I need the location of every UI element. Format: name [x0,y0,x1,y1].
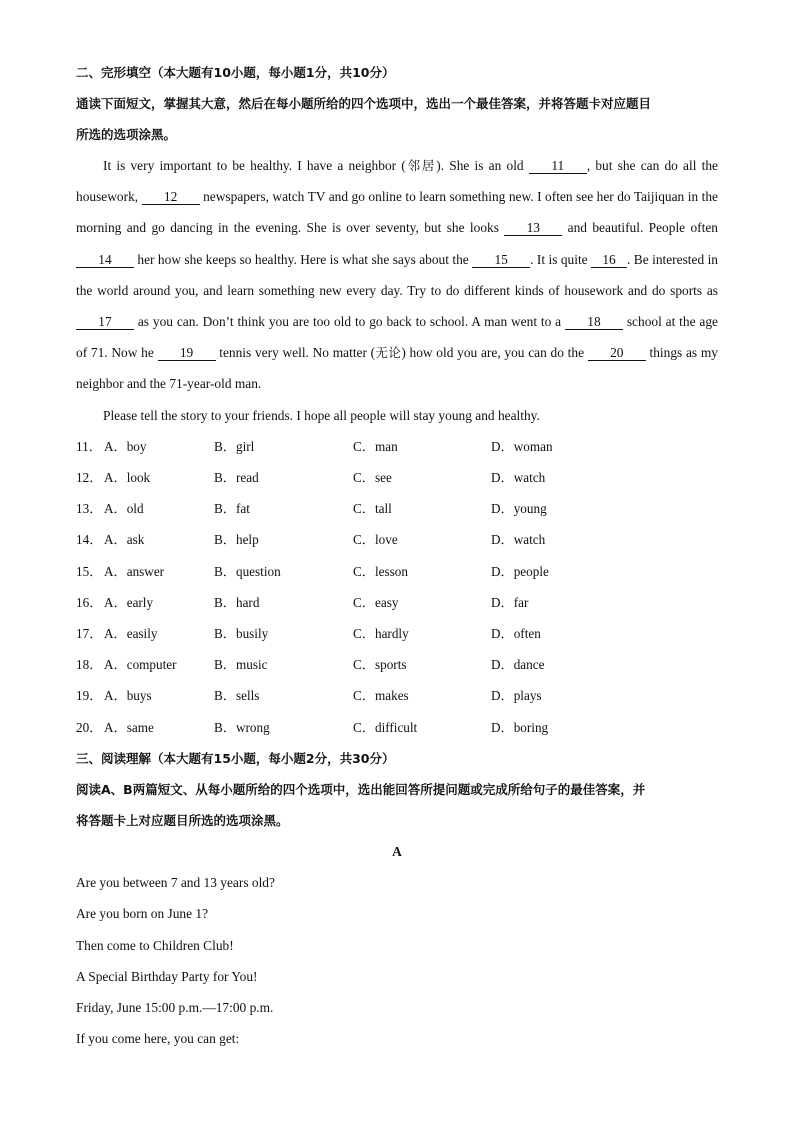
blank-12: 12 [142,189,200,205]
passage-a-line: If you come here, you can get: [76,1031,240,1047]
option-c: C．sports [353,657,407,673]
question-number: 20． [76,719,103,735]
option-d: D．plays [491,688,542,704]
option-b: B．read [214,470,259,486]
question-number: 19． [76,688,103,704]
passage-text: newspapers, watch TV and go online to learn something new. I often see her do Taijiquan in the morning and go dancing in the evening. She is over seventy, but she looks [76,189,718,236]
section2-instruction-line2: 所选的选项涂黑。 [76,127,177,142]
section3-instruction-line2: 将答题卡上对应题目所选的选项涂黑。 [76,812,289,828]
section3-title: 三、阅读理解（本大题有15小题，每小题2分，共30分） [76,750,395,766]
option-a: A．early [104,594,154,610]
option-b: B．fat [214,501,250,517]
option-c: C．easy [353,594,399,610]
option-b: B．help [214,532,259,548]
passage-a-line: Then come to Children Club! [76,937,234,953]
option-c: C．hardly [353,625,409,641]
passage-a-line: Are you born on June 1? [76,906,209,922]
passage-text: , but she can do all the housework, [76,158,718,205]
option-d: D．dance [491,657,545,673]
option-a: A．old [104,501,144,517]
blank-18: 18 [565,314,623,330]
question-row [76,680,718,711]
option-a: A．answer [104,563,165,579]
option-d: D．people [491,563,549,579]
passage-a-line: Friday, June 15:00 p.m.—17:00 p.m. [76,999,274,1015]
option-b: B．sells [214,688,260,704]
option-c: C．man [353,438,398,454]
option-b: B．hard [214,594,260,610]
passage-a-line: A Special Birthday Party for You! [76,968,258,984]
blank-15: 15 [472,252,530,268]
question-row [76,712,718,743]
passage-text: It is very important to be healthy. I have a neighbor ( [103,158,406,173]
option-a: A．easily [104,625,158,641]
question-row [76,556,718,587]
option-c: C．tall [353,501,392,517]
option-b: B．busily [214,625,269,641]
passage-text: and beautiful. People often [562,220,718,236]
option-d: D．woman [491,438,553,454]
passage-a-label: A [392,843,402,859]
question-row [76,493,718,524]
cloze-passage [76,150,718,400]
option-a: A．look [104,470,151,486]
question-number: 14． [76,532,103,548]
passage-text: . Be interested in the world around you, and learn something new every day. Try to do different kinds of housework and do sports as [76,251,718,298]
question-number: 17． [76,625,103,641]
option-b: B．wrong [214,719,270,735]
blank-14: 14 [76,252,134,268]
passage-text: as you can. Don’t think you are too old to go back to school. A man went to a [134,314,565,330]
blank-13: 13 [504,220,562,236]
option-b: B．girl [214,438,255,454]
option-b: B．music [214,657,268,673]
passage-text: school at the age of 71. Now he [76,314,718,361]
passage-text: tennis very well. No matter ( [215,345,376,361]
option-d: D．watch [491,532,546,548]
option-d: D．young [491,501,547,517]
passage-text: ) how old you are, you can do the [401,345,588,361]
question-row [76,587,718,618]
question-number: 11． [76,438,102,454]
option-a: A．boy [104,438,147,454]
option-a: A．ask [104,532,145,548]
question-number: 13． [76,501,103,517]
question-list [76,431,718,743]
option-c: C．love [353,532,398,548]
question-row [76,431,718,462]
option-c: C．makes [353,688,409,704]
option-a: A．computer [104,657,177,673]
passage-text: her how she keeps so healthy. Here is what she says about the [134,251,473,267]
blank-17: 17 [76,314,134,330]
option-d: D．often [491,625,541,641]
passage-a-line: Are you between 7 and 13 years old? [76,875,275,891]
passage-chinese-gloss: 无论 [375,345,402,361]
passage-closing: Please tell the story to your friends. I hope all people will stay young and healthy. [103,407,540,423]
question-number: 15． [76,563,103,579]
option-c: C．see [353,470,392,486]
passage-text: things as my neighbor and the 71-year-old man. [76,345,718,392]
section2-title: 二、完形填空（本大题有10小题，每小题1分，共10分） [76,65,395,80]
option-c: C．difficult [353,719,418,735]
option-c: C．lesson [353,563,408,579]
option-d: D．boring [491,719,549,735]
section3-instruction-line1: 阅读A、B两篇短文、从每小题所给的四个选项中，选出能回答所提问题或完成所给句子的最佳答案，并 [76,781,646,797]
option-d: D．watch [491,470,546,486]
blank-20: 20 [588,345,646,361]
question-row [76,618,718,649]
blank-11: 11 [529,158,587,174]
exam-page [76,62,718,1054]
question-number: 18． [76,657,103,673]
question-number: 16． [76,594,103,610]
question-row [76,649,718,680]
passage-text: ). She is an old [436,158,529,173]
blank-16: 16 [591,252,627,268]
option-d: D．far [491,594,529,610]
passage-text: . It is quite [530,251,592,267]
option-a: A．same [104,719,154,735]
question-number: 12． [76,470,103,486]
blank-19: 19 [158,345,216,361]
question-row [76,462,718,493]
option-a: A．buys [104,688,152,704]
section3-instruction [76,774,718,836]
passage-chinese-gloss: 邻居 [405,158,437,173]
section2-instruction-line1: 通读下面短文，掌握其大意，然后在每小题所给的四个选项中，选出一个最佳答案，并将答题卡对应题目 [76,96,652,111]
question-row [76,524,718,555]
section2-instruction [76,88,718,150]
option-b: B．question [214,563,281,579]
